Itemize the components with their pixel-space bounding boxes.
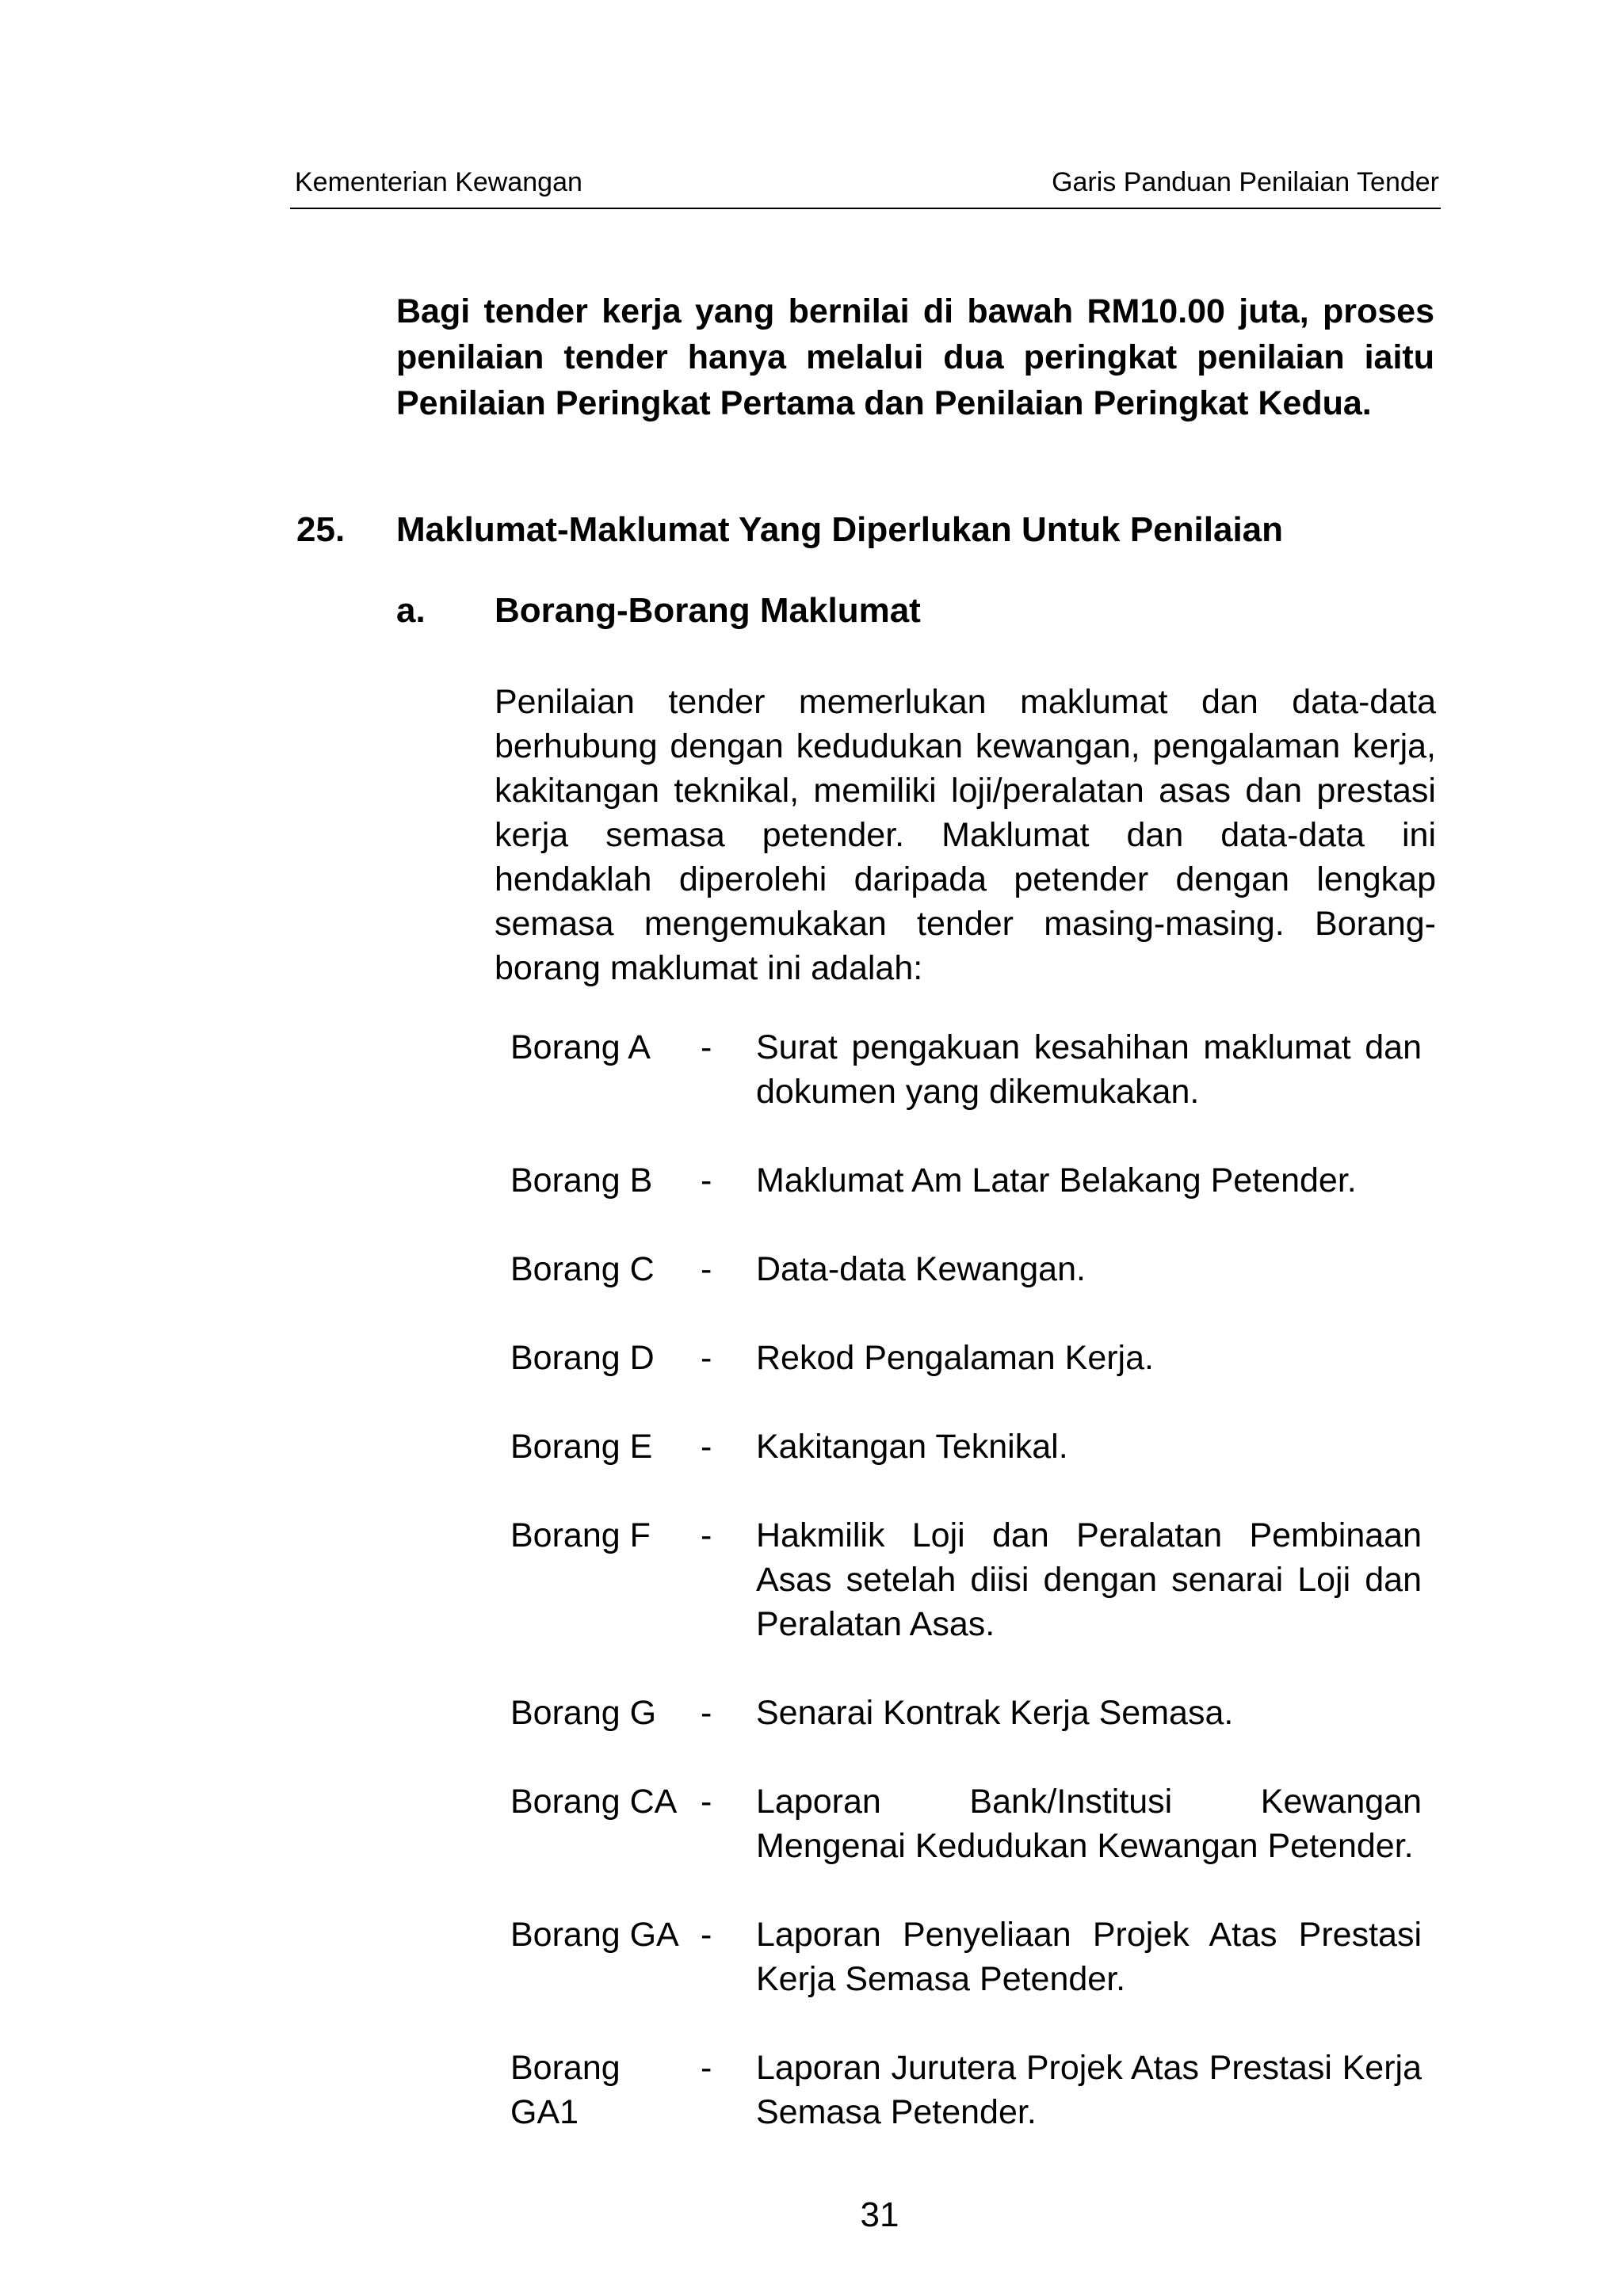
form-list: [510, 1025, 1422, 2179]
form-label: Borang CA: [510, 1783, 678, 1821]
subsection-title: Borang-Borang Maklumat: [495, 591, 921, 630]
form-description: Maklumat Am Latar Belakang Petender.: [756, 1161, 1357, 1199]
form-description: Hakmilik Loji dan Peralatan Pembinaan Asas setelah diisi dengan senarai Loji dan Peralatan Asas.: [756, 1516, 1422, 1643]
form-dash: -: [701, 2049, 712, 2087]
form-description: Surat pengakuan kesahihan maklumat dan dokumen yang dikemukakan.: [756, 1028, 1422, 1111]
body-paragraph: Penilaian tender memerlukan maklumat dan data-data berhubung dengan kedudukan kewangan, pengalaman kerja, kakitangan teknikal, memiliki loji/peralatan asas dan prestasi kerja semasa petender. Maklumat dan data-data ini hendaklah diperolehi daripada petender dengan lengkap semasa mengemukakan tender masing-masing. Borang-borang maklumat ini adalah:: [495, 683, 1436, 987]
form-label: Borang GA: [510, 1916, 679, 1954]
form-description: Rekod Pengalaman Kerja.: [756, 1339, 1154, 1377]
form-description: Senarai Kontrak Kerja Semasa.: [756, 1694, 1234, 1732]
subsection-letter: a.: [396, 591, 426, 630]
form-dash: -: [701, 1694, 712, 1732]
form-dash: -: [701, 1161, 712, 1199]
form-item: [510, 1425, 1422, 1469]
form-item: [510, 1779, 1422, 1868]
header-rule: [290, 208, 1441, 209]
form-label: Borang A: [510, 1028, 651, 1066]
form-dash: -: [701, 1250, 712, 1288]
section-number: 25.: [296, 510, 346, 549]
header-document-title: Garis Panduan Penilaian Tender: [1052, 167, 1439, 197]
form-label: Borang D: [510, 1339, 655, 1377]
form-dash: -: [701, 1339, 712, 1377]
form-item: [510, 1336, 1422, 1380]
header-ministry: Kementerian Kewangan: [295, 167, 582, 197]
form-item: [510, 1513, 1422, 1646]
section-title: Maklumat-Maklumat Yang Diperlukan Untuk Penilaian: [396, 510, 1284, 549]
form-description: Data-data Kewangan.: [756, 1250, 1086, 1288]
form-item: [510, 1247, 1422, 1291]
form-label: Borang GA1: [510, 2049, 621, 2131]
form-dash: -: [701, 1783, 712, 1821]
form-description: Laporan Bank/Institusi Kewangan Mengenai Kedudukan Kewangan Petender.: [756, 1783, 1422, 1865]
form-description: Laporan Penyeliaan Projek Atas Prestasi Kerja Semasa Petender.: [756, 1916, 1422, 1998]
form-item: [510, 1691, 1422, 1735]
form-description: Laporan Jurutera Projek Atas Prestasi Kerja Semasa Petender.: [756, 2049, 1422, 2131]
form-item: [510, 2046, 1422, 2134]
form-label: Borang C: [510, 1250, 655, 1288]
form-label: Borang G: [510, 1694, 657, 1732]
form-item: [510, 1913, 1422, 2001]
form-item: [510, 1025, 1422, 1114]
intro-paragraph: Bagi tender kerja yang bernilai di bawah RM10.00 juta, proses penilaian tender hanya melalui dua peringkat penilaian iaitu Penilaian Peringkat Pertama dan Penilaian Peringkat Kedua.: [396, 292, 1434, 422]
form-label: Borang E: [510, 1428, 653, 1466]
form-description: Kakitangan Teknikal.: [756, 1428, 1068, 1466]
form-dash: -: [701, 1916, 712, 1954]
form-label: Borang B: [510, 1161, 653, 1199]
form-item: [510, 1158, 1422, 1203]
form-label: Borang F: [510, 1516, 651, 1554]
form-dash: -: [701, 1516, 712, 1554]
form-dash: -: [701, 1428, 712, 1466]
page-number: 31: [860, 2195, 899, 2234]
form-dash: -: [701, 1028, 712, 1066]
